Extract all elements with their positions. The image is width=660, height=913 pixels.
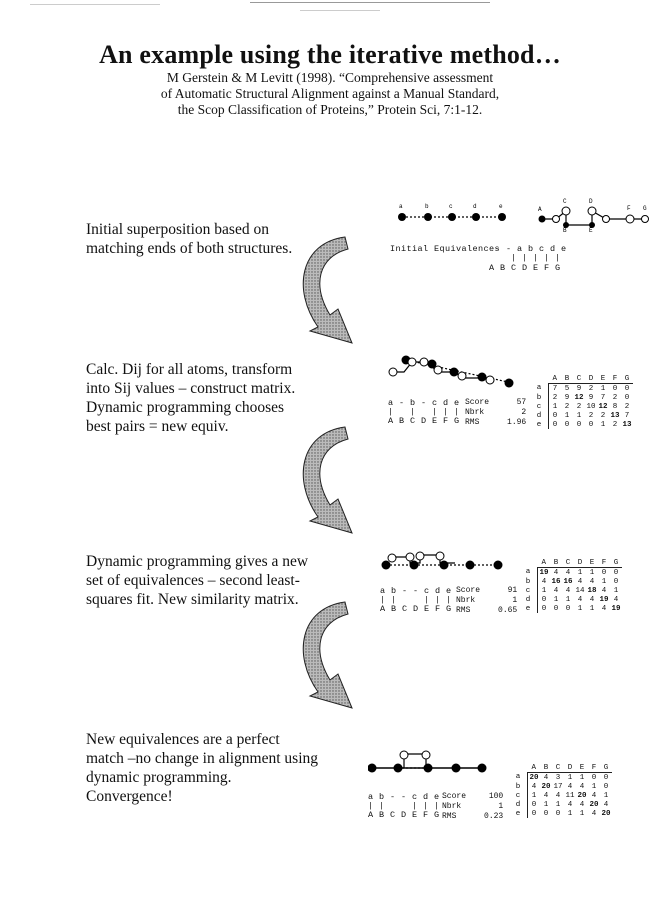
step-line: squares fit. New similarity matrix. xyxy=(86,591,299,608)
matrix-row-label: a xyxy=(512,773,528,783)
stats-table xyxy=(465,398,530,428)
matrix-cell: 12 xyxy=(574,393,584,402)
alignment-top: a b - - c d e xyxy=(380,586,452,596)
matrix-col-header: G xyxy=(621,374,633,384)
step-line: match –no change in alignment using xyxy=(86,750,319,767)
matrix-cell: 7 xyxy=(600,393,606,402)
matrix-row xyxy=(522,595,622,604)
atom-label: e xyxy=(499,203,503,210)
curved-arrow-icon xyxy=(260,600,370,720)
matrix-cell: 0 xyxy=(601,568,607,577)
citation-line: the Scop Classification of Proteins,” Protein Sci, 7:1-12. xyxy=(177,102,483,117)
matrix-cell: 4 xyxy=(531,782,537,791)
matrix-col-header: C xyxy=(552,763,564,773)
iteration-1-structures xyxy=(388,350,528,395)
matrix-row xyxy=(522,586,622,595)
matrix-cell: 2 xyxy=(564,402,570,411)
matrix-corner xyxy=(522,558,538,568)
step-line: into Sij values – construct matrix. xyxy=(86,380,296,397)
matrix-cell: 2 xyxy=(612,420,618,429)
matrix-cell: 1 xyxy=(600,420,606,429)
matrix-col-header: F xyxy=(588,763,600,773)
matrix-row xyxy=(533,402,633,411)
matrix-row-label: e xyxy=(512,809,528,818)
matrix-cell: 1 xyxy=(565,595,571,604)
matrix-cell: 13 xyxy=(622,420,632,429)
scan-line xyxy=(300,10,380,11)
matrix-cell: 1 xyxy=(603,791,609,800)
matrix-cell: 0 xyxy=(613,568,619,577)
alignment-bars: | | | | | xyxy=(388,407,460,417)
matrix-cell: 0 xyxy=(624,393,630,402)
matrix-cell: 4 xyxy=(589,595,595,604)
atom-label: c xyxy=(449,203,453,210)
atom-label: a xyxy=(399,203,403,210)
matrix-cell: 14 xyxy=(575,586,585,595)
initial-equivalences-label: Initial Equivalences xyxy=(390,244,501,254)
matrix-cell: 13 xyxy=(610,411,620,420)
matrix-cell: 4 xyxy=(601,604,607,613)
page-title: An example using the iterative method… xyxy=(99,40,561,69)
step-line: Calc. Dij for all atoms, transform xyxy=(86,361,293,378)
atom-e xyxy=(498,213,506,221)
stat-value: 2 xyxy=(521,408,527,417)
alignment-top: a - b - c d e xyxy=(388,398,460,408)
matrix-cell: 4 xyxy=(567,800,573,809)
matrix-row xyxy=(533,420,633,429)
initial-alignment-bottom: A B C D E F G xyxy=(489,263,561,273)
matrix-cell: 3 xyxy=(555,773,561,782)
matrix-row-label: c xyxy=(512,791,528,800)
stat-name: Score xyxy=(442,792,467,801)
matrix-row-label: c xyxy=(533,402,549,411)
atom-label: B xyxy=(563,227,567,234)
matrix-col-header: F xyxy=(609,374,621,384)
stat-name: RMS xyxy=(465,418,480,427)
matrix-cell: 2 xyxy=(552,393,558,402)
matrix-cell: 20 xyxy=(577,791,587,800)
matrix-cell: 17 xyxy=(553,782,563,791)
matrix-row-label: e xyxy=(522,604,538,613)
alignment-bottom: A B C D E F G xyxy=(388,416,460,426)
matrix-row-label: d xyxy=(533,411,549,420)
matrix-cell: 1 xyxy=(613,586,619,595)
matrix-cell: 0 xyxy=(603,773,609,782)
matrix-col-header: A xyxy=(549,374,562,384)
matrix-cell: 0 xyxy=(541,595,547,604)
stat-value: 1.96 xyxy=(507,418,527,427)
atom-label: G xyxy=(643,205,647,212)
matrix-row-label: a xyxy=(533,384,549,394)
matrix-cell: 5 xyxy=(564,384,570,393)
matrix-col-header: E xyxy=(576,763,588,773)
matrix-row-label: e xyxy=(533,420,549,429)
matrix-col-header: B xyxy=(550,558,562,568)
step-line: dynamic programming. xyxy=(86,769,232,786)
matrix-cell: 1 xyxy=(589,568,595,577)
atom-b xyxy=(424,213,432,221)
stat-name: RMS xyxy=(442,812,457,821)
matrix-row xyxy=(533,384,633,394)
matrix-cell: 19 xyxy=(599,595,609,604)
step-line: Initial superposition based on xyxy=(86,221,269,238)
matrix-cell: 12 xyxy=(598,402,608,411)
matrix-cell: 0 xyxy=(576,420,582,429)
matrix-row-label: b xyxy=(533,393,549,402)
matrix-cell: 1 xyxy=(567,773,573,782)
matrix-cell: 4 xyxy=(543,773,549,782)
matrix-cell: 0 xyxy=(613,577,619,586)
stat-value: 0.65 xyxy=(498,606,518,615)
matrix-cell: 20 xyxy=(541,782,551,791)
step-line: Convergence! xyxy=(86,788,173,805)
matrix-row xyxy=(522,568,622,578)
matrix-cell: 1 xyxy=(579,809,585,818)
matrix-col-header: D xyxy=(564,763,576,773)
matrix-cell: 4 xyxy=(543,791,549,800)
step-line: New equivalences are a perfect xyxy=(86,731,280,748)
atom-c xyxy=(448,213,456,221)
matrix-cell: 2 xyxy=(612,393,618,402)
alignment-bars: | | | | | xyxy=(368,801,440,811)
step-line: matching ends of both structures. xyxy=(86,240,293,257)
matrix-cell: 20 xyxy=(601,809,611,818)
alignment-bottom: A B C D E F G xyxy=(380,604,452,614)
matrix-cell: 1 xyxy=(541,586,547,595)
atom-label: b xyxy=(425,203,429,210)
similarity-matrix xyxy=(533,374,633,429)
stat-name: Nbrk xyxy=(442,802,462,811)
matrix-row xyxy=(533,393,633,402)
matrix-col-header: B xyxy=(561,374,573,384)
matrix-cell: 4 xyxy=(565,586,571,595)
matrix-cell: 19 xyxy=(611,604,621,613)
matrix-cell: 8 xyxy=(612,402,618,411)
matrix-row xyxy=(522,577,622,586)
stat-name: Nbrk xyxy=(465,408,485,417)
stat-value: 100 xyxy=(488,792,504,801)
matrix-cell: 4 xyxy=(589,577,595,586)
matrix-cell: 0 xyxy=(564,420,570,429)
atom-a xyxy=(398,213,406,221)
matrix-cell: 0 xyxy=(552,411,558,420)
matrix-corner xyxy=(512,763,528,773)
matrix-cell: 0 xyxy=(541,604,547,613)
step-line: Dynamic programming chooses xyxy=(86,399,285,416)
matrix-cell: 2 xyxy=(588,411,594,420)
matrix-cell: 2 xyxy=(600,411,606,420)
matrix-cell: 20 xyxy=(529,773,539,782)
matrix-cell: 2 xyxy=(624,402,630,411)
matrix-cell: 1 xyxy=(567,809,573,818)
curved-arrow-icon xyxy=(260,425,370,545)
matrix-cell: 0 xyxy=(565,604,571,613)
matrix-cell: 0 xyxy=(603,782,609,791)
matrix-row-label: b xyxy=(522,577,538,586)
matrix-col-header: B xyxy=(540,763,552,773)
matrix-col-header: G xyxy=(610,558,622,568)
matrix-cell: 2 xyxy=(588,384,594,393)
curved-arrow-icon xyxy=(260,235,370,355)
initial-alignment-bars: | | | | | xyxy=(511,253,561,263)
stat-value: 57 xyxy=(516,398,527,407)
stats-table xyxy=(456,586,521,616)
stat-value: 91 xyxy=(507,586,518,595)
alignment-top: a b - - c d e xyxy=(368,792,440,802)
matrix-cell: 4 xyxy=(613,595,619,604)
scan-line xyxy=(30,4,160,5)
matrix-cell: 1 xyxy=(555,800,561,809)
matrix-row xyxy=(522,604,622,613)
matrix-cell: 1 xyxy=(564,411,570,420)
matrix-col-header: E xyxy=(597,374,609,384)
initial-structures-diagram xyxy=(390,195,658,235)
matrix-row-label: b xyxy=(512,782,528,791)
matrix-col-header: E xyxy=(586,558,598,568)
initial-alignment-top: - - a b c d e xyxy=(495,244,567,254)
matrix-cell: 1 xyxy=(553,595,559,604)
matrix-cell: 1 xyxy=(601,577,607,586)
matrix-cell: 4 xyxy=(591,809,597,818)
matrix-cell: 1 xyxy=(531,791,537,800)
matrix-cell: 1 xyxy=(579,773,585,782)
matrix-cell: 1 xyxy=(543,800,549,809)
matrix-cell: 0 xyxy=(553,604,559,613)
alignment-bottom: A B C D E F G xyxy=(368,810,440,820)
atom-label: D xyxy=(589,198,593,205)
matrix-cell: 4 xyxy=(555,791,561,800)
matrix-cell: 0 xyxy=(624,384,630,393)
matrix-cell: 9 xyxy=(576,384,582,393)
matrix-cell: 0 xyxy=(552,420,558,429)
alignment-bars: | | | | | xyxy=(380,595,452,605)
matrix-row-label: d xyxy=(522,595,538,604)
atom-label: d xyxy=(473,203,477,210)
matrix-cell: 9 xyxy=(588,393,594,402)
stats-table xyxy=(442,792,507,822)
matrix-cell: 1 xyxy=(552,402,558,411)
matrix-row xyxy=(512,809,612,818)
matrix-cell: 16 xyxy=(551,577,561,586)
step-line: best pairs = new equiv. xyxy=(86,418,229,435)
citation-line: of Automatic Structural Alignment against a Manual Standard, xyxy=(160,86,500,101)
matrix-col-header: C xyxy=(573,374,585,384)
matrix-col-header: G xyxy=(600,763,612,773)
matrix-cell: 4 xyxy=(591,791,597,800)
matrix-cell: 0 xyxy=(543,809,549,818)
matrix-col-header: D xyxy=(574,558,586,568)
atom-label: F xyxy=(627,205,631,212)
matrix-cell: 0 xyxy=(612,384,618,393)
matrix-cell: 4 xyxy=(553,568,559,577)
matrix-cell: 11 xyxy=(565,791,575,800)
matrix-cell: 4 xyxy=(577,595,583,604)
matrix-cell: 9 xyxy=(564,393,570,402)
matrix-cell: 1 xyxy=(576,411,582,420)
similarity-matrix xyxy=(522,558,622,613)
matrix-cell: 0 xyxy=(555,809,561,818)
matrix-cell: 1 xyxy=(577,568,583,577)
iteration-2-structures xyxy=(380,545,520,575)
matrix-col-header: C xyxy=(562,558,574,568)
citation-line: M Gerstein & M Levitt (1998). “Comprehensive assessment xyxy=(166,70,494,85)
atom-label: C xyxy=(563,198,567,205)
scan-line xyxy=(250,2,490,3)
matrix-cell: 1 xyxy=(577,604,583,613)
matrix-cell: 2 xyxy=(576,402,582,411)
matrix-cell: 20 xyxy=(589,800,599,809)
matrix-col-header: D xyxy=(585,374,597,384)
matrix-corner xyxy=(533,374,549,384)
atom-d xyxy=(472,213,480,221)
matrix-cell: 4 xyxy=(567,782,573,791)
matrix-cell: 7 xyxy=(624,411,630,420)
matrix-cell: 4 xyxy=(577,577,583,586)
matrix-cell: 4 xyxy=(601,586,607,595)
matrix-cell: 4 xyxy=(579,800,585,809)
matrix-cell: 18 xyxy=(587,586,597,595)
matrix-cell: 16 xyxy=(563,577,573,586)
matrix-row xyxy=(512,773,612,783)
matrix-row xyxy=(533,411,633,420)
matrix-cell: 0 xyxy=(591,773,597,782)
similarity-matrix xyxy=(512,763,612,818)
stat-value: 0.23 xyxy=(484,812,504,821)
atom-label: E xyxy=(589,227,593,234)
matrix-cell: 0 xyxy=(588,420,594,429)
matrix-cell: 19 xyxy=(539,568,549,577)
matrix-row-label: c xyxy=(522,586,538,595)
matrix-row xyxy=(512,800,612,809)
stat-value: 1 xyxy=(498,802,504,811)
step-line: Dynamic programming gives a new xyxy=(86,553,309,570)
matrix-cell: 4 xyxy=(603,800,609,809)
matrix-col-header: A xyxy=(528,763,541,773)
stat-value: 1 xyxy=(512,596,518,605)
step-4-text xyxy=(86,730,336,806)
matrix-cell: 10 xyxy=(586,402,596,411)
matrix-cell: 4 xyxy=(541,577,547,586)
stat-name: RMS xyxy=(456,606,471,615)
matrix-row xyxy=(512,791,612,800)
matrix-cell: 4 xyxy=(565,568,571,577)
matrix-cell: 4 xyxy=(579,782,585,791)
matrix-cell: 4 xyxy=(553,586,559,595)
matrix-row-label: a xyxy=(522,568,538,578)
matrix-cell: 0 xyxy=(531,800,537,809)
stat-name: Nbrk xyxy=(456,596,476,605)
matrix-col-header: A xyxy=(538,558,551,568)
matrix-cell: 1 xyxy=(589,604,595,613)
atom-label: A xyxy=(538,206,542,213)
matrix-cell: 7 xyxy=(552,384,558,393)
matrix-cell: 1 xyxy=(600,384,606,393)
matrix-row-label: d xyxy=(512,800,528,809)
matrix-row xyxy=(512,782,612,791)
stat-name: Score xyxy=(456,586,481,595)
stat-name: Score xyxy=(465,398,490,407)
matrix-col-header: F xyxy=(598,558,610,568)
matrix-cell: 1 xyxy=(591,782,597,791)
step-line: set of equivalences – second least- xyxy=(86,572,300,589)
iteration-3-structures xyxy=(368,738,508,778)
matrix-cell: 0 xyxy=(531,809,537,818)
